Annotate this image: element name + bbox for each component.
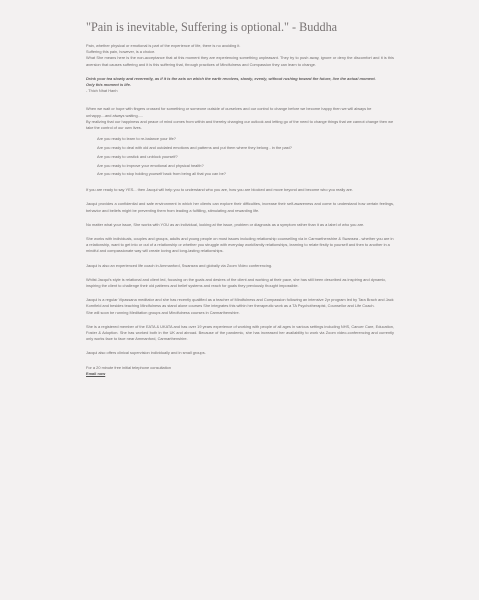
consultation-text: For a 20 minute free initial telephone consultation bbox=[86, 364, 171, 370]
quote-author: - Thich Nhat Hanh bbox=[86, 88, 118, 94]
questions-list bbox=[86, 135, 394, 179]
paragraph: Jacqui is also an experienced life coach in Ammanford, Swansea and globally via Zoom Video conferencing. bbox=[86, 262, 273, 268]
intro-section bbox=[86, 43, 394, 68]
intro-line: Pain, whether physical or emotional is part of the experience of life, there is no avoiding it. bbox=[86, 43, 241, 48]
intro-paragraph: What She means here is the non-acceptance that at this moment they are experiencing something unpleasant. They try to push away, ignore or deny the discomfort and it is this aversion that causes suffering and it is this suffering that, through practices of Mindfulness and Compassion they can learn to change. bbox=[86, 55, 394, 67]
list-item: Are you ready to unstick and unblock yourself? bbox=[97, 153, 178, 159]
paragraph: No matter what your issue, She works with YOU as an individual, looking at the issue, problem or diagnosis as a symptom rather than it as a label of who you are. bbox=[86, 221, 365, 227]
paragraph: She will soon be running Meditation groups and Mindfulness courses in Carmarthenshire. bbox=[86, 309, 240, 315]
quote-text: Only this moment is life. bbox=[86, 82, 131, 88]
page-title: "Pain is inevitable, Suffering is optional." - Buddha bbox=[86, 20, 338, 34]
list-item: Are you ready to learn to re-balance your life? bbox=[97, 136, 176, 142]
paragraph: By realizing that our happiness and peace of mind comes from within and thereby changing our outlook and letting go of the need to change things that we cannot change then we take the control of our own lives. bbox=[86, 118, 394, 131]
paragraph: Jacqui provides a confidential and safe environment in which her clients can explore their difficulties, increase their self-awareness and come to understand how certain feelings, behavior and beliefs might be preventing them from leading a fulfilling, stimulating and rewarding life. bbox=[86, 201, 394, 213]
quote-section bbox=[86, 76, 394, 95]
control-section bbox=[86, 106, 394, 131]
list-item: Are you ready to deal with old and outdated emotions and patterns and put them where they belong - in the past? bbox=[97, 145, 292, 151]
paragraph: If you are ready to say YES... then Jacqui will help you to understand who you are, how you are blocked and move beyond and become who you really are. bbox=[86, 187, 354, 193]
paragraph: Whilst Jacqui's style is relational and client led, focusing on the goals and desires of the client and working at their pace, she has still been described as inspiring and dynamic, inspiring the client to challenge their old patterns and belief systems and reach for goals they previously thought impossible. bbox=[86, 276, 387, 289]
quote-text: Drink your tea slowly and reverently, as if it is the axis on which the earth revolves, slowly, evenly, without rushing toward the future, live the actual moment. bbox=[86, 75, 376, 81]
paragraph: Jacqui also offers clinical supervision individually and in small groups. bbox=[86, 350, 206, 356]
intro-line: Suffering this pain, however, is a choice. bbox=[86, 49, 156, 55]
list-item: Are you ready to stop holding yourself back from being all that you can be? bbox=[97, 171, 226, 177]
article bbox=[86, 20, 394, 377]
list-item: Are you ready to improve your emotional and physical health? bbox=[97, 162, 204, 168]
email-now-link[interactable]: Email now bbox=[86, 370, 106, 376]
paragraph: She is a registered member of the EATA & UKATA and has over 19 years experience of working with people of all ages in various settings including NHS, Cancer Care, Education, Foster & Adoption. She has worked both in the UK and abroad. Because of the pandemic, she has increased her availability to work via Zoom video-conferencing and currently only works face to face near Ammanford, Carmarthenshire. bbox=[86, 323, 394, 342]
paragraph: When we wait or hope with fingers crossed for something or someone outside of ourselves and our control to change before we become happy then we will always be unhappy....and always waiting..... bbox=[86, 106, 372, 118]
paragraph: She works with individuals, couples and groups, adults and young people on most issues including relationship counselling via in Carmarthenshire & Swansea - whether you are in a relationship, want to get into or out of a relationship or whether you struggle with everyday work/family relationships, learning to relate firstly to yourself and then to another in a mindful and compassionate way will create loving and long-lasting relationships. bbox=[86, 236, 394, 254]
mindfulness-section bbox=[86, 297, 394, 316]
paragraph: Jacqui is a regular Vipassana meditator and she has recently qualified as a teacher of Mindfulness and Compassion following an intensive 2yr program led by Tara Brach and Jack Kornfield and besides teaching Mindfulness as stand alone courses She integrates this within her therapeutic work as a TA Psychotherapist, Counsellor and Life Coach. bbox=[86, 297, 394, 309]
